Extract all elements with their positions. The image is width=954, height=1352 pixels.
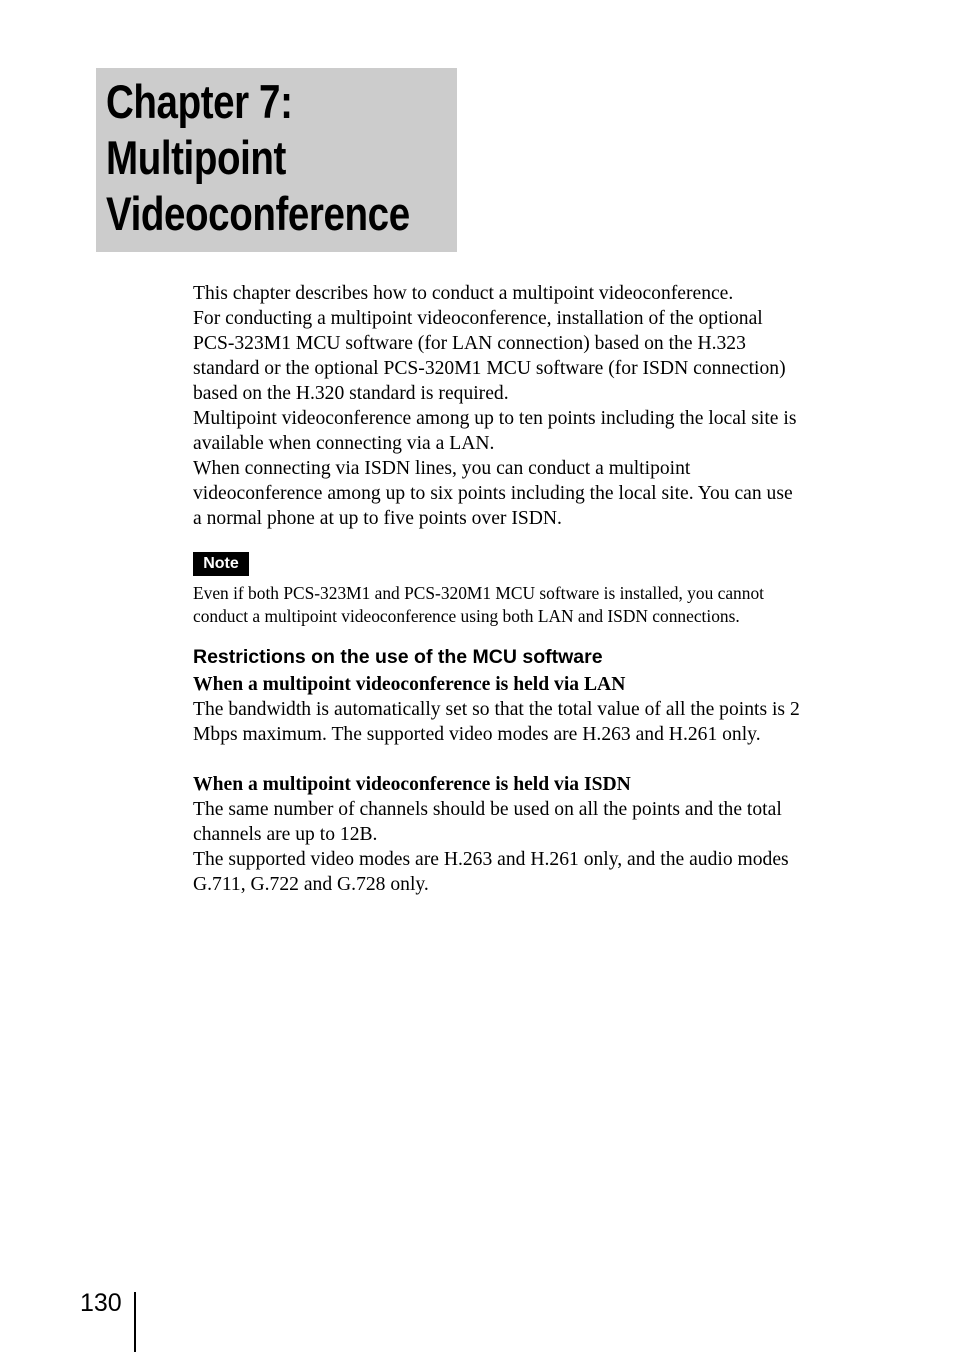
section-heading: Restrictions on the use of the MCU software xyxy=(193,646,603,668)
text-line: based on the H.320 standard is required. xyxy=(193,383,509,404)
text-line: standard or the optional PCS-320M1 MCU software (for ISDN connection) xyxy=(193,358,786,379)
text-line: The same number of channels should be used on all the points and the total xyxy=(193,799,782,820)
text-line: channels are up to 12B. xyxy=(193,824,378,845)
text-line: The supported video modes are H.263 and H.261 only, and the audio modes xyxy=(193,849,789,870)
chapter-title-line: Videoconference xyxy=(106,187,410,240)
chapter-title-line: Multipoint xyxy=(106,131,286,184)
intro-text xyxy=(193,281,865,531)
note-line: conduct a multipoint videoconference using both LAN and ISDN connections. xyxy=(193,606,740,626)
text-line: When connecting via ISDN lines, you can conduct a multipoint xyxy=(193,458,691,479)
chapter-title xyxy=(106,74,410,242)
text-line: available when connecting via a LAN. xyxy=(193,433,495,454)
chapter-title-line: Chapter 7: xyxy=(106,75,293,128)
text-line: The bandwidth is automatically set so that the total value of all the points is 2 xyxy=(193,699,800,720)
text-line: a normal phone at up to five points over ISDN. xyxy=(193,508,562,529)
text-line: G.711, G.722 and G.728 only. xyxy=(193,874,429,895)
text-line: PCS-323M1 MCU software (for LAN connection) based on the H.323 xyxy=(193,333,746,354)
text-line: This chapter describes how to conduct a multipoint videoconference. xyxy=(193,283,734,304)
page-number: 130 xyxy=(80,1289,122,1317)
text-line: videoconference among up to six points including the local site. You can use xyxy=(193,483,793,504)
isdn-subheading: When a multipoint videoconference is held via ISDN xyxy=(193,774,631,795)
isdn-restrictions xyxy=(193,772,865,897)
note-text xyxy=(193,582,865,628)
note-line: Even if both PCS-323M1 and PCS-320M1 MCU software is installed, you cannot xyxy=(193,583,764,603)
page-number-rule xyxy=(134,1292,136,1352)
text-line: Multipoint videoconference among up to ten points including the local site is xyxy=(193,408,797,429)
text-line: For conducting a multipoint videoconference, installation of the optional xyxy=(193,308,763,329)
lan-restrictions xyxy=(193,672,865,747)
lan-subheading: When a multipoint videoconference is held via LAN xyxy=(193,674,626,695)
note-badge: Note xyxy=(193,552,249,576)
text-line: Mbps maximum. The supported video modes are H.263 and H.261 only. xyxy=(193,724,761,745)
